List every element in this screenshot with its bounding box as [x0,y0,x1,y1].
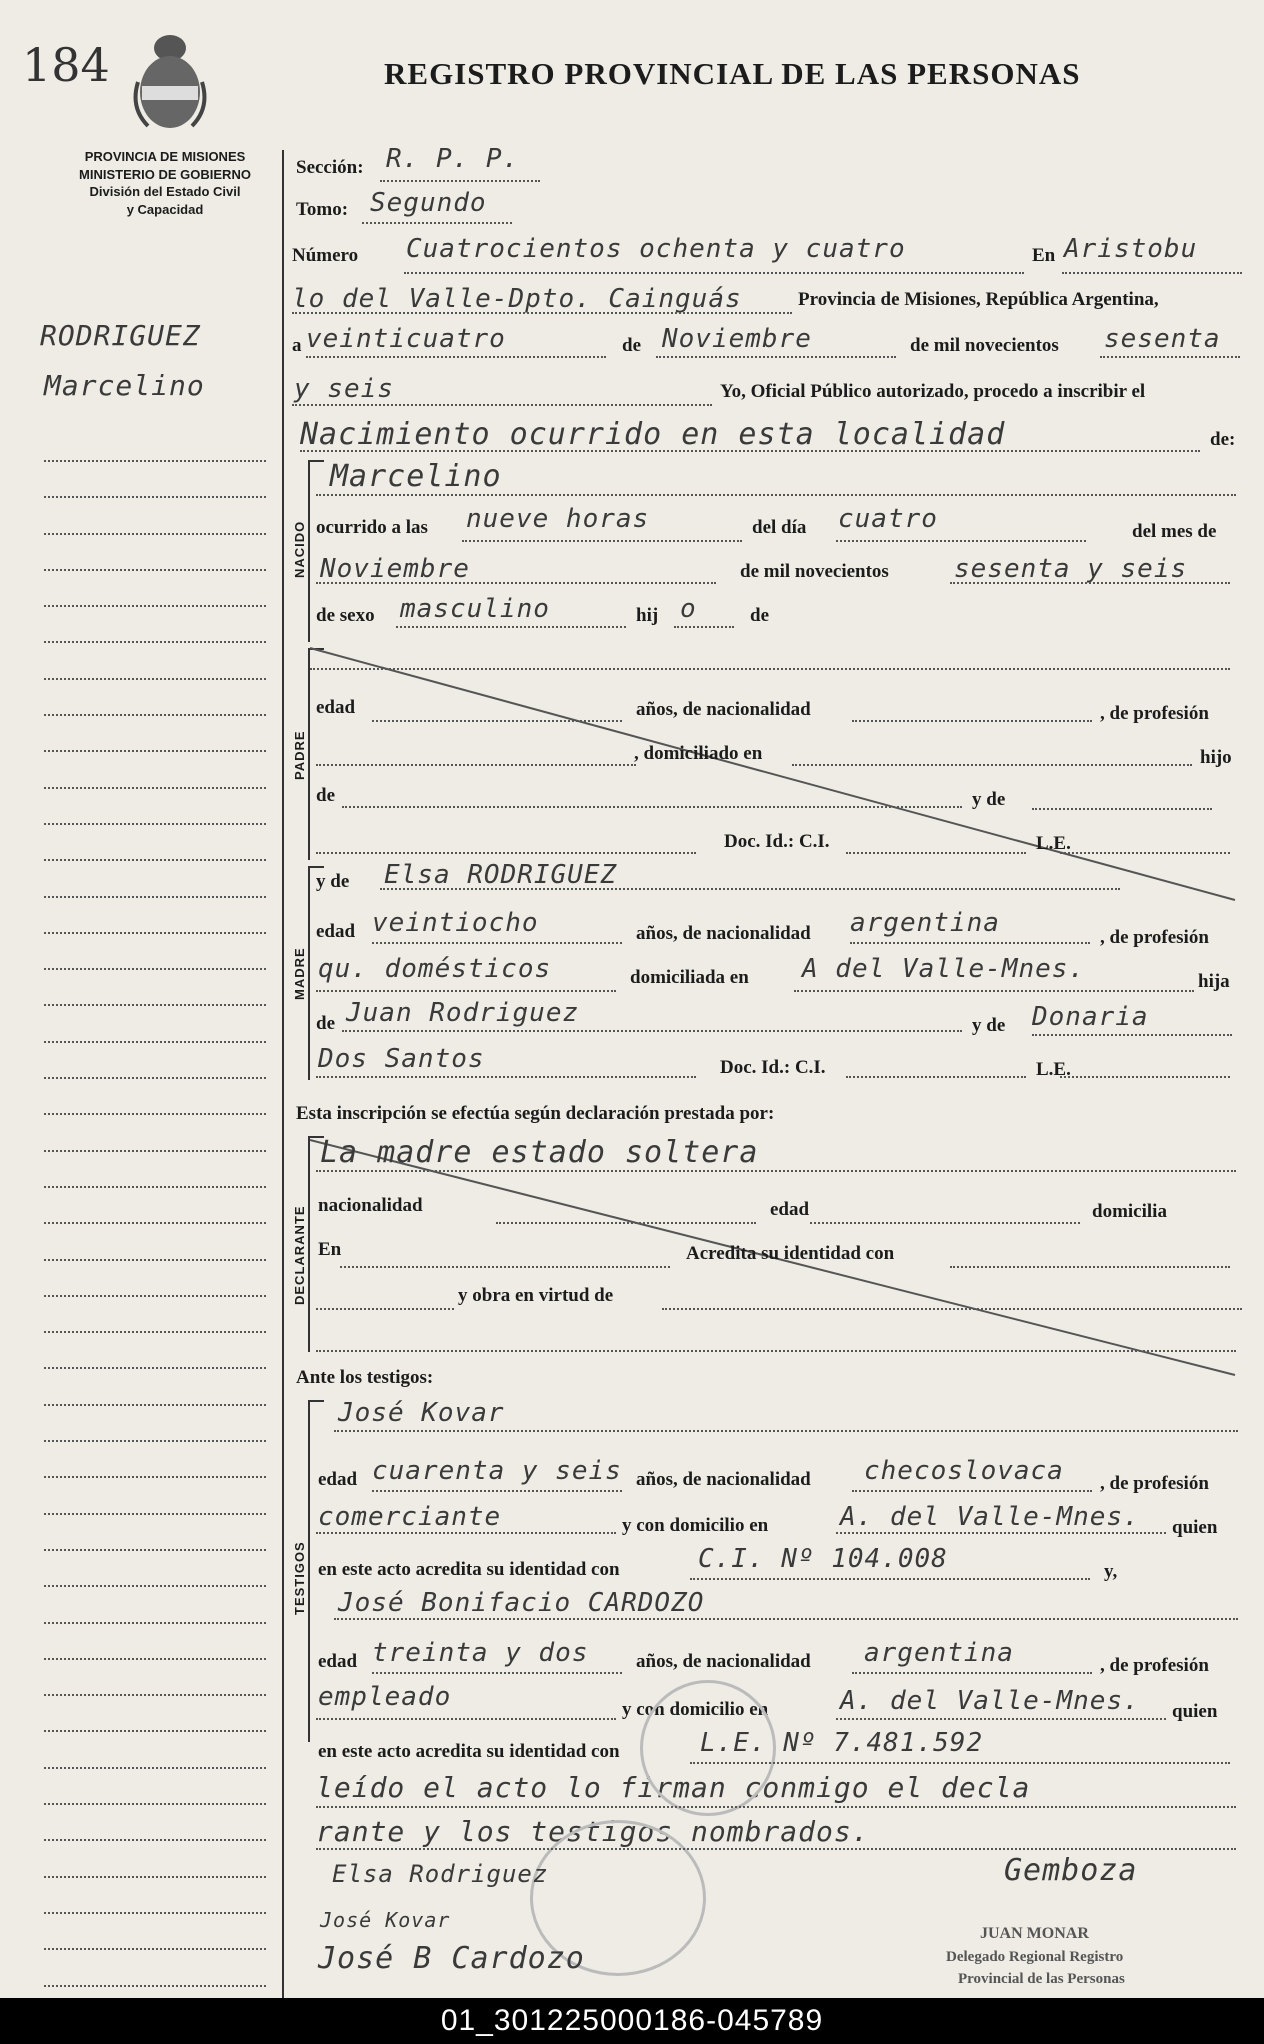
footer-filename: 01_301225000186-045789 [0,1998,1264,2044]
field-line [342,1030,962,1032]
label-de-sexo-de: de [750,605,769,626]
value-cierre-1: leído el acto lo firman conmigo el decla [316,1771,1031,1804]
value-numero: Cuatrocientos ochenta y cuatro [406,234,906,264]
field-line [852,1672,1092,1674]
field-line [372,1672,622,1674]
field-line [362,222,512,224]
field-line [496,1222,756,1224]
side-label-declarante: DECLARANTE [292,1205,307,1305]
field-line [316,1718,616,1720]
value-nombre: Marcelino [330,459,502,494]
t1-label-domicilio: y con domicilio en [622,1515,769,1536]
value-madre-dom: A del Valle-Mnes. [802,954,1086,984]
label-de-sexo: de sexo [316,605,375,626]
field-line [846,852,1026,854]
field-line [674,626,734,628]
field-line [1060,852,1230,854]
value-testigo1-doc: C.I. Nº 104.008 [698,1544,948,1574]
value-anio-nac: sesenta y seis [954,554,1188,584]
t2-label-prof: , de profesión [1100,1655,1209,1676]
field-line [852,1490,1092,1492]
field-line [380,180,540,182]
field-line [372,720,622,722]
field-line [292,312,792,314]
padre-label-edad: edad [316,697,356,718]
value-testigo2-edad: treinta y dos [372,1638,589,1668]
decl-label-edad: edad [770,1199,810,1220]
padre-label-y-de: y de [972,789,1006,810]
field-line [1060,1076,1230,1078]
value-madre-nac: argentina [850,908,1000,938]
field-line [396,626,626,628]
t2-label-domicilio: y con domicilio en [622,1699,769,1720]
field-line [850,942,1090,944]
field-line [372,1490,622,1492]
t1-label-acredita: en este acto acredita su identidad con [318,1559,620,1580]
official-title-2: Provincial de las Personas [958,1971,1125,1987]
t2-label-anios: años, de nacionalidad [636,1651,811,1672]
label-de-mil-2: de mil novecientos [740,561,889,582]
document-title: REGISTRO PROVINCIAL DE LAS PERSONAS [384,56,1081,91]
value-hora: nueve horas [466,504,650,534]
madre-label-y-de-2: y de [972,1015,1006,1036]
value-madre-madre-2: Dos Santos [318,1044,485,1074]
field-line [1062,272,1242,274]
value-testigo1-nac: checoslovaca [864,1456,1064,1486]
field-line [316,1532,616,1534]
t1-label-y: y, [1104,1561,1118,1582]
signature-testigo-1: José Kovar [320,1908,451,1932]
institution-line-4: y Capacidad [126,201,204,217]
field-line [852,720,1092,722]
t2-label-quien: quien [1172,1701,1218,1722]
value-dia-nac: cuatro [838,504,938,534]
field-line [950,1266,1230,1268]
value-tomo: Segundo [370,188,487,218]
madre-label-de: de [316,1013,335,1034]
label-en: En [1032,245,1056,266]
value-testigo2-doc: L.E. Nº 7.481.592 [700,1728,984,1758]
institution-line-3: División del Estado Civil [89,184,241,200]
value-madre-nombre: Elsa RODRIGUEZ [384,860,618,890]
value-anio-2: y seis [294,374,394,404]
label-ante-testigos: Ante los testigos: [296,1367,434,1388]
value-testigo2-dom: A. del Valle-Mnes. [840,1686,1140,1716]
value-madre-edad: veintiocho [372,908,539,938]
value-madre-madre: Donaria [1032,1002,1149,1032]
field-line [656,356,896,358]
field-line [310,668,1230,670]
value-acto: Nacimiento ocurrido en esta localidad [300,417,1006,452]
value-declarante: La madre estado soltera [320,1135,759,1170]
t2-label-edad: edad [318,1651,358,1672]
institution-line-1: PROVINCIA DE MISIONES [84,149,246,164]
madre-label-hija: hija [1198,971,1230,992]
field-line [662,1308,1242,1310]
value-testigo1-edad: cuarenta y seis [372,1456,622,1486]
padre-label-le: L.E. [1036,833,1071,854]
label-numero: Número [292,245,359,266]
label-provincia: Provincia de Misiones, República Argentina, [798,289,1159,310]
value-anio-1: sesenta [1104,324,1221,354]
padre-label-doc: Doc. Id.: C.I. [724,831,830,852]
field-line [690,1762,1230,1764]
official-stamp [640,1680,776,1816]
page-number: 184 [22,38,110,92]
signature-madre: Elsa Rodriguez [332,1860,549,1888]
label-declaracion: Esta inscripción se efectúa según declaración prestada por: [296,1103,775,1124]
field-line [316,1350,1236,1352]
padre-label-anios: años, de nacionalidad [636,699,811,720]
madre-label-le: L.E. [1036,1059,1071,1080]
value-testigo1-dom: A. del Valle-Mnes. [840,1502,1140,1532]
field-line [316,852,696,854]
label-ocurrido: ocurrido a las [316,517,428,538]
padre-label-hijo: hijo [1200,747,1232,768]
label-de-colon: de: [1210,429,1236,450]
field-line [836,1718,1166,1720]
field-line [316,1806,1236,1808]
label-tomo: Tomo: [296,199,349,220]
field-line [1032,808,1212,810]
decl-label-nacionalidad: nacionalidad [318,1195,423,1216]
value-lugar-1: Aristobu [1064,234,1198,264]
value-testigo1-prof: comerciante [318,1502,502,1532]
decl-label-acredita: Acredita su identidad con [686,1243,895,1264]
field-line [334,1430,1238,1432]
institution-line-2: MINISTERIO DE GOBIERNO [79,166,251,182]
t1-label-anios: años, de nacionalidad [636,1469,811,1490]
value-testigo2-nombre: José Bonifacio CARDOZO [338,1588,705,1618]
value-mes: Noviembre [662,324,812,354]
field-line [316,1308,454,1310]
field-line [690,1578,1090,1580]
field-line [316,1076,696,1078]
value-cierre-2: rante y los testigos nombrados. [316,1815,870,1848]
field-line [404,272,1024,274]
decl-label-obra: y obra en virtud de [458,1285,614,1306]
field-line [810,1222,1080,1224]
field-line [1032,1034,1232,1036]
field-line [342,806,962,808]
madre-label-edad: edad [316,921,356,942]
label-oficial: Yo, Oficial Público autorizado, procedo a inscribir el [720,381,1146,402]
label-de: de [622,335,641,356]
label-de-mil: de mil novecientos [910,335,1059,356]
field-line [836,1532,1166,1534]
field-line [1100,356,1240,358]
madre-label-doc: Doc. Id.: C.I. [720,1057,826,1078]
padre-label-domiciliado: , domiciliado en [634,743,763,764]
field-line [292,404,712,406]
value-mes-nac: Noviembre [320,554,470,584]
margin-given-name: Marcelino [44,369,205,402]
margin-surname: RODRIGUEZ [40,319,201,352]
field-line [316,764,636,766]
padre-label-prof: , de profesión [1100,703,1209,724]
field-line [316,1848,1236,1850]
label-del-mes: del mes de [1132,521,1217,542]
madre-label-y-de: y de [316,871,350,892]
madre-label-domiciliada: domiciliada en [630,967,749,988]
field-line [794,990,1194,992]
field-line [792,764,1192,766]
label-hij: hij [636,605,659,626]
side-label-padre: PADRE [292,730,307,780]
label-seccion: Sección: [296,157,364,178]
field-line [316,1170,1236,1172]
field-line [462,540,742,542]
field-line [340,1266,670,1268]
t1-label-prof: , de profesión [1100,1473,1209,1494]
signature-oficial: Gemboza [1004,1853,1138,1888]
label-a: a [292,335,302,356]
value-testigo2-nac: argentina [864,1638,1014,1668]
t1-label-edad: edad [318,1469,358,1490]
value-hij-suffix: o [680,594,697,624]
field-line [316,494,1236,496]
decl-label-domicilia: domicilia [1092,1201,1167,1222]
value-dia: veinticuatro [306,324,506,354]
t2-label-acredita: en este acto acredita su identidad con [318,1741,620,1762]
field-line [372,942,622,944]
label-del-dia: del día [752,517,807,538]
side-label-testigos: TESTIGOS [292,1541,307,1615]
madre-label-prof: , de profesión [1100,927,1209,948]
value-seccion: R. P. P. [386,144,520,174]
madre-label-anios: años, de nacionalidad [636,923,811,944]
value-lugar-2: lo del Valle-Dpto. Cainguás [292,284,742,314]
field-line [846,1076,1026,1078]
t1-label-quien: quien [1172,1517,1218,1538]
signature-testigo-2: José B Cardozo [318,1941,585,1976]
decl-label-en: En [318,1239,342,1260]
value-testigo1-nombre: José Kovar [338,1398,505,1428]
value-madre-padre: Juan Rodriguez [346,998,580,1028]
official-name: JUAN MONAR [980,1925,1089,1942]
padre-label-de: de [316,785,335,806]
value-testigo2-prof: empleado [318,1682,452,1712]
side-label-nacido: NACIDO [292,520,307,578]
value-madre-prof: qu. domésticos [318,954,552,984]
value-sexo: masculino [400,594,550,624]
field-line [306,356,606,358]
field-line [334,1618,1238,1620]
field-line [836,540,1086,542]
official-title-1: Delegado Regional Registro [946,1949,1124,1965]
field-line [316,582,716,584]
field-line [300,450,1200,452]
side-label-madre: MADRE [292,947,307,1000]
field-line [950,582,1230,584]
field-line [316,990,616,992]
field-line [380,888,1120,890]
